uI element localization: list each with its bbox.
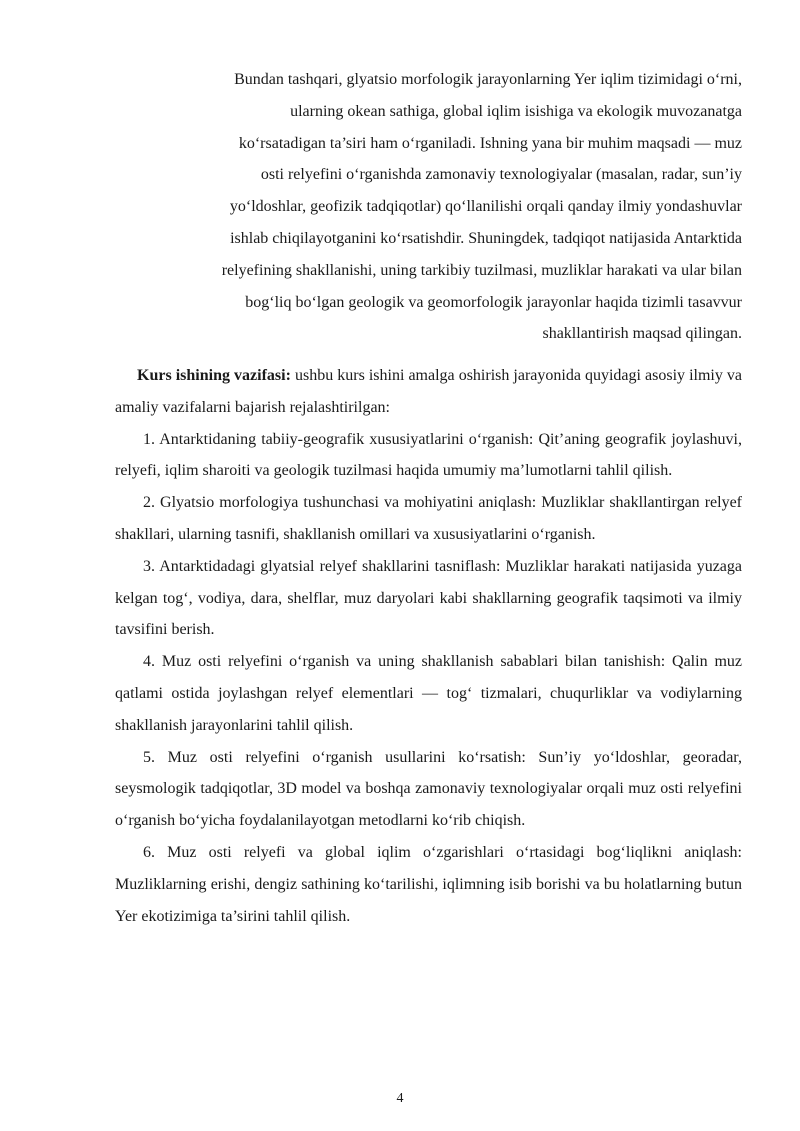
intro-line: yo‘ldoshlar, geofizik tadqiqotlar) qo‘llanilishi orqali qanday ilmiy yondashuvlar bbox=[229, 198, 742, 216]
intro-line: Bundan tashqari, glyatsio morfologik jarayonlarning Yer iqlim tizimidagi o‘rni, bbox=[234, 71, 742, 88]
intro-line: ularning okean sathiga, global iqlim isishiga va ekologik muvozanatga bbox=[290, 102, 742, 120]
tasks-section bbox=[115, 360, 742, 932]
tasks-intro-text: ushbu kurs ishini amalga oshirish jarayonida quyidagi asosiy ilmiy va amaliy vazifalarni bajarish rejalashtirilgan: bbox=[115, 367, 743, 416]
task-item-5: 5. Muz osti relyefini o‘rganish usullarini ko‘rsatish: Sun’iy yo‘ldoshlar, georadar, seysmologik tadqiqotlar, 3D model va boshqa zamonaviy texnologiyalar orqali muz osti relyefini o‘rganish bo‘yicha foydalanilayotgan metodlarni ko‘rib chiqish. bbox=[115, 748, 742, 830]
intro-line: ko‘rsatadigan ta’siri ham o‘rganiladi. Ishning yana bir muhim maqsadi — muz bbox=[238, 134, 742, 152]
task-item-2: 2. Glyatsio morfologiya tushunchasi va mohiyatini aniqlash: Muzliklar shakllantirgan relyef shakllari, ularning tasnifi, shakllanish omillari va xususiyatlarini o‘rganish. bbox=[115, 494, 742, 543]
intro-line: ishlab chiqilayotganini ko‘rsatishdir. Shuningdek, tadqiqot natijasida Antarktida bbox=[230, 229, 742, 247]
task-item-1: 1. Antarktidaning tabiiy-geografik xususiyatlarini o‘rganish: Qit’aning geografik joylashuvi, relyefi, iqlim sharoiti va geologik tuzilmasi haqida umumiy ma’lumotlarni tahlil qilish. bbox=[115, 430, 742, 480]
intro-line: shakllantirish maqsad qilingan. bbox=[542, 325, 742, 343]
page-number: 4 bbox=[396, 1091, 404, 1106]
task-item-4: 4. Muz osti relyefini o‘rganish va uning shakllanish sabablari bilan tanishish: Qalin muz qatlami ostida joylashgan relyef elementlari — tog‘ tizmalari, chuqurliklar va vodiylarning shakllanish jarayonlarini tahlil qilish. bbox=[115, 653, 742, 734]
intro-line: osti relyefini o‘rganishda zamonaviy texnologiyalar (masalan, radar, sun’iy bbox=[260, 166, 742, 184]
tasks-intro-paragraph bbox=[115, 360, 742, 424]
task-item-3: 3. Antarktidadagi glyatsial relyef shakllarini tasniflash: Muzliklar harakati natijasida yuzaga kelgan tog‘, vodiya, dara, shelflar, muz daryolari kabi shakllarning geografik taqsimoti va ilmiy tavsifini berish. bbox=[115, 557, 742, 639]
task-item-6: 6. Muz osti relyefi va global iqlim o‘zgarishlari o‘rtasidagi bog‘liqlikni aniqlash: Muzliklarning erishi, dengiz sathining ko‘tarilishi, iqlimning isib borishi va bu holatlarning butun Yer ekotizimiga ta’sirini tahlil qilish. bbox=[115, 843, 742, 925]
intro-paragraph bbox=[115, 64, 742, 350]
intro-line: bog‘liq bo‘lgan geologik va geomorfologik jarayonlar haqida tizimli tasavvur bbox=[245, 293, 742, 311]
tasks-heading: Kurs ishining vazifasi: bbox=[137, 367, 291, 384]
intro-line: relyefining shakllanishi, uning tarkibiy tuzilmasi, muzliklar harakati va ular bilan bbox=[221, 261, 742, 279]
